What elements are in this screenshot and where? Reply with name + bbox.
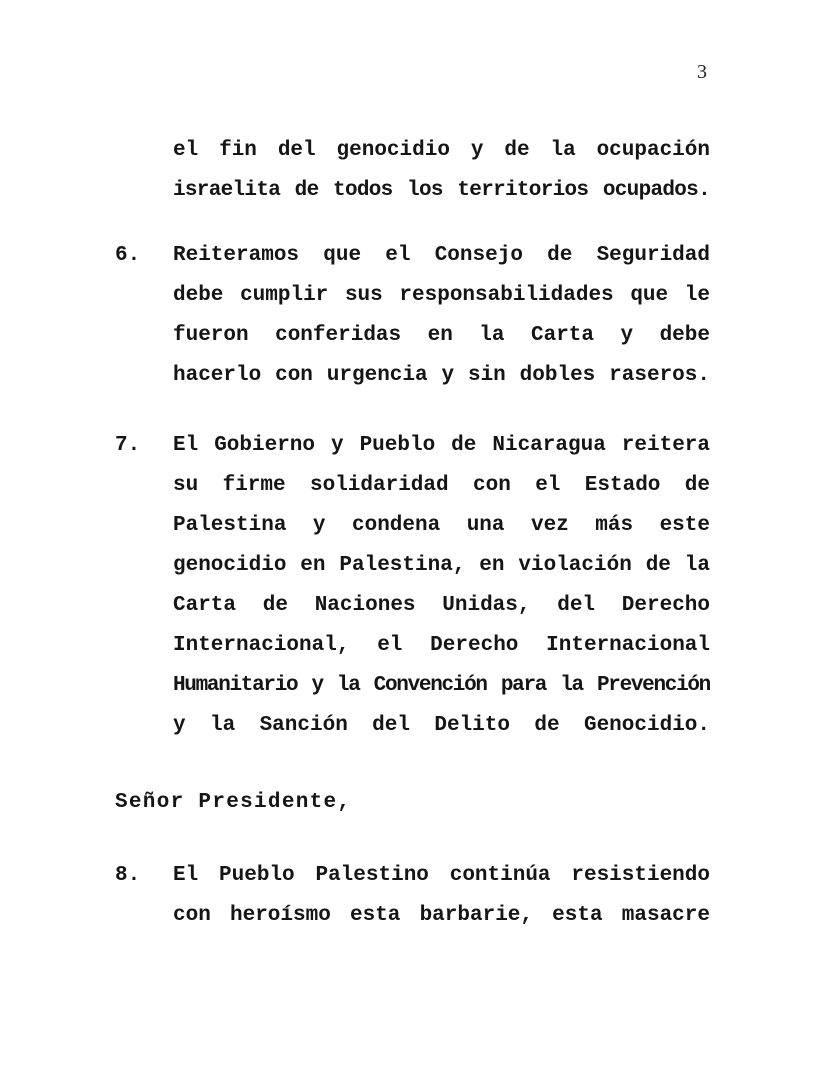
text-line: Reiteramos que el Consejo de Seguridad bbox=[173, 244, 710, 267]
paragraph-8 bbox=[115, 856, 711, 936]
text-line: El Gobierno y Pueblo de Nicaragua reitera bbox=[173, 434, 710, 457]
text-line: israelita de todos los territorios ocupados. bbox=[173, 179, 710, 202]
paragraph-lines bbox=[173, 131, 710, 211]
paragraph-number: 8. bbox=[115, 864, 141, 887]
salutation-line: Señor Presidente, bbox=[115, 791, 352, 814]
paragraph-continuation bbox=[115, 131, 711, 211]
paragraph-lines bbox=[115, 783, 652, 823]
paragraph-6 bbox=[115, 236, 711, 396]
text-line: el fin del genocidio y de la ocupación bbox=[173, 139, 710, 162]
text-line: debe cumplir sus responsabilidades que le bbox=[173, 284, 710, 307]
text-line: Internacional, el Derecho Internacional bbox=[173, 634, 710, 657]
paragraph-lines bbox=[173, 856, 710, 936]
text-line: Carta de Naciones Unidas, del Derecho bbox=[173, 594, 710, 617]
page-number: 3 bbox=[697, 61, 707, 83]
paragraph-number: 7. bbox=[115, 434, 141, 457]
text-line: hacerlo con urgencia y sin dobles raseros. bbox=[173, 364, 710, 387]
text-line: genocidio en Palestina, en violación de la bbox=[173, 554, 710, 577]
paragraph-number: 6. bbox=[115, 244, 141, 267]
text-line: fueron conferidas en la Carta y debe bbox=[173, 324, 710, 347]
text-line: su firme solidaridad con el Estado de bbox=[173, 474, 710, 497]
salutation bbox=[115, 783, 711, 823]
text-line: Humanitario y la Convención para la Prevención bbox=[173, 674, 710, 697]
text-line: y la Sanción del Delito de Genocidio. bbox=[173, 714, 710, 737]
paragraph-7 bbox=[115, 426, 711, 746]
paragraph-lines bbox=[173, 426, 710, 746]
paragraph-lines bbox=[173, 236, 710, 396]
text-line: con heroísmo esta barbarie, esta masacre bbox=[173, 904, 710, 927]
document-body bbox=[115, 131, 711, 936]
text-line: El Pueblo Palestino continúa resistiendo bbox=[173, 864, 710, 887]
text-line: Palestina y condena una vez más este bbox=[173, 514, 710, 537]
